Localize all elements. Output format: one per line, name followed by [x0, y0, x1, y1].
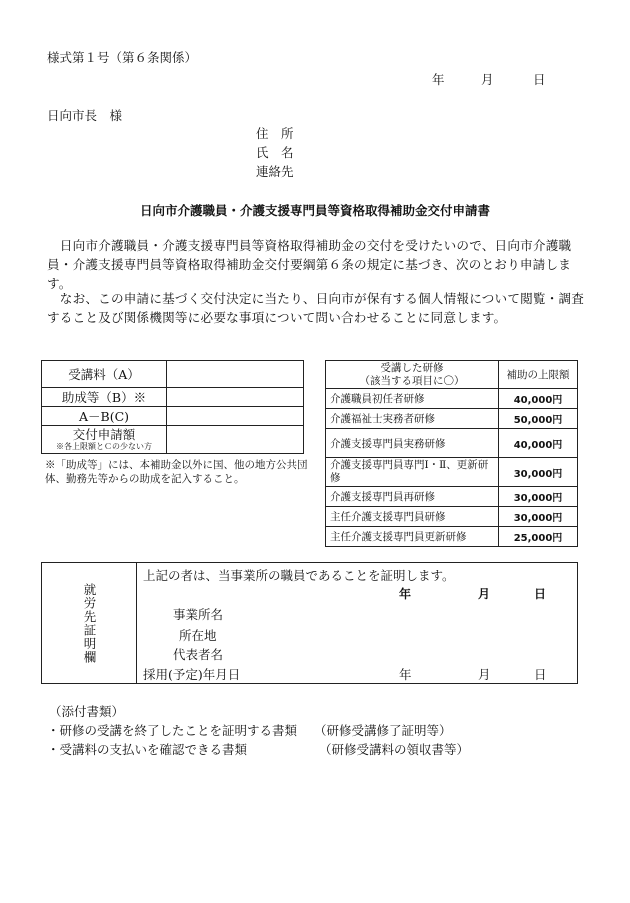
training-header-course: 受講した研修 （該当する項目に〇）	[326, 361, 499, 389]
fee-note: ※「助成等」には、本補助金以外に国、他の地方公共団体、勤務先等からの助成を記入すること。	[45, 459, 308, 485]
cert-day-label: 日	[534, 587, 547, 601]
training-row	[326, 527, 578, 547]
training-row	[326, 429, 578, 458]
body-paragraph-2: なお、この申請に基づく交付決定に当たり、日向市が保有する個人情報について閲覧・調査すること及び関係機関等に必要な事項について問い合わせることに同意します。	[47, 291, 585, 325]
document-title: 日向市介護職員・介護支援専門員等資格取得補助金交付申請書	[139, 203, 490, 218]
employer-cert-side	[42, 563, 137, 683]
training-header-row	[326, 361, 578, 389]
training-course: 主任介護支援専門員更新研修	[326, 527, 499, 547]
training-row	[326, 389, 578, 409]
form-number: 様式第１号（第６条関係）	[47, 50, 198, 65]
fee-value-input[interactable]	[167, 426, 304, 454]
training-table	[325, 360, 578, 547]
training-limit: 40,000円	[499, 429, 578, 458]
attachment-note: （研修受講修了証明等）	[314, 723, 452, 738]
training-row	[326, 458, 578, 487]
training-header-limit: 補助の上限額	[499, 361, 578, 389]
fee-value-input[interactable]	[167, 361, 304, 388]
office-name-label: 事業所名	[173, 607, 224, 622]
hire-year-label: 年	[399, 667, 412, 682]
cert-year-label: 年	[399, 587, 412, 601]
training-limit: 25,000円	[499, 527, 578, 547]
training-row	[326, 487, 578, 507]
training-course: 主任介護支援専門員研修	[326, 507, 499, 527]
employer-cert-side-label: 就労先証明欄	[82, 582, 97, 664]
fee-value-input[interactable]	[167, 407, 304, 426]
employer-cert-box	[41, 562, 578, 684]
fee-table	[41, 360, 304, 454]
fee-value-input[interactable]	[167, 388, 304, 407]
attachment-note: （研修受講料の領収書等）	[319, 742, 470, 757]
applicant-contact-label: 連絡先	[256, 164, 294, 179]
attachments-heading: （添付書類）	[49, 704, 125, 719]
attachment-item: ・研修の受講を終了したことを証明する書類	[47, 723, 298, 738]
hire-date-label: 採用(予定)年月日	[143, 667, 241, 682]
body-paragraph-1: 日向市介護職員・介護支援専門員等資格取得補助金の交付を受けたいので、日向市介護職員・介護支援専門員等資格取得補助金交付要綱第６条の規定に基づき、次のとおり申請します。	[47, 238, 572, 291]
location-label: 所在地	[179, 628, 217, 643]
hire-month-label: 月	[478, 667, 491, 682]
training-limit: 30,000円	[499, 487, 578, 507]
training-course: 介護支援専門員専門Ⅰ・Ⅱ、更新研修	[326, 458, 499, 487]
fee-row	[42, 388, 304, 407]
fee-label: 助成等（B）※	[42, 388, 167, 407]
date-month-label: 月	[481, 72, 494, 87]
training-course: 介護支援専門員再研修	[326, 487, 499, 507]
cert-month-label: 月	[478, 587, 491, 601]
fee-row	[42, 407, 304, 426]
fee-label-main: 交付申請額	[72, 426, 136, 442]
representative-label: 代表者名	[173, 647, 224, 662]
fee-label: 受講料（A）	[42, 361, 167, 388]
fee-label: A－B(C)	[42, 407, 167, 426]
date-year-label: 年	[432, 72, 445, 87]
fee-label-sub: ※各上限額とＣの少ない方	[56, 441, 152, 451]
hire-day-label: 日	[534, 667, 547, 682]
training-course: 介護職員初任者研修	[326, 389, 499, 409]
attachment-item: ・受講料の支払いを確認できる書類	[47, 742, 248, 757]
applicant-name-label: 氏 名	[256, 145, 294, 160]
fee-label	[42, 426, 167, 454]
fee-row	[42, 426, 304, 454]
training-limit: 30,000円	[499, 507, 578, 527]
training-course: 介護福祉士実務者研修	[326, 409, 499, 429]
addressee: 日向市長 様	[47, 108, 123, 123]
training-limit: 50,000円	[499, 409, 578, 429]
date-day-label: 日	[533, 72, 546, 87]
training-course: 介護支援専門員実務研修	[326, 429, 499, 458]
training-row	[326, 507, 578, 527]
applicant-address-label: 住 所	[256, 126, 294, 141]
training-limit: 40,000円	[499, 389, 578, 409]
employer-cert-statement: 上記の者は、当事業所の職員であることを証明します。	[143, 568, 455, 583]
training-limit: 30,000円	[499, 458, 578, 487]
training-row	[326, 409, 578, 429]
fee-row	[42, 361, 304, 388]
